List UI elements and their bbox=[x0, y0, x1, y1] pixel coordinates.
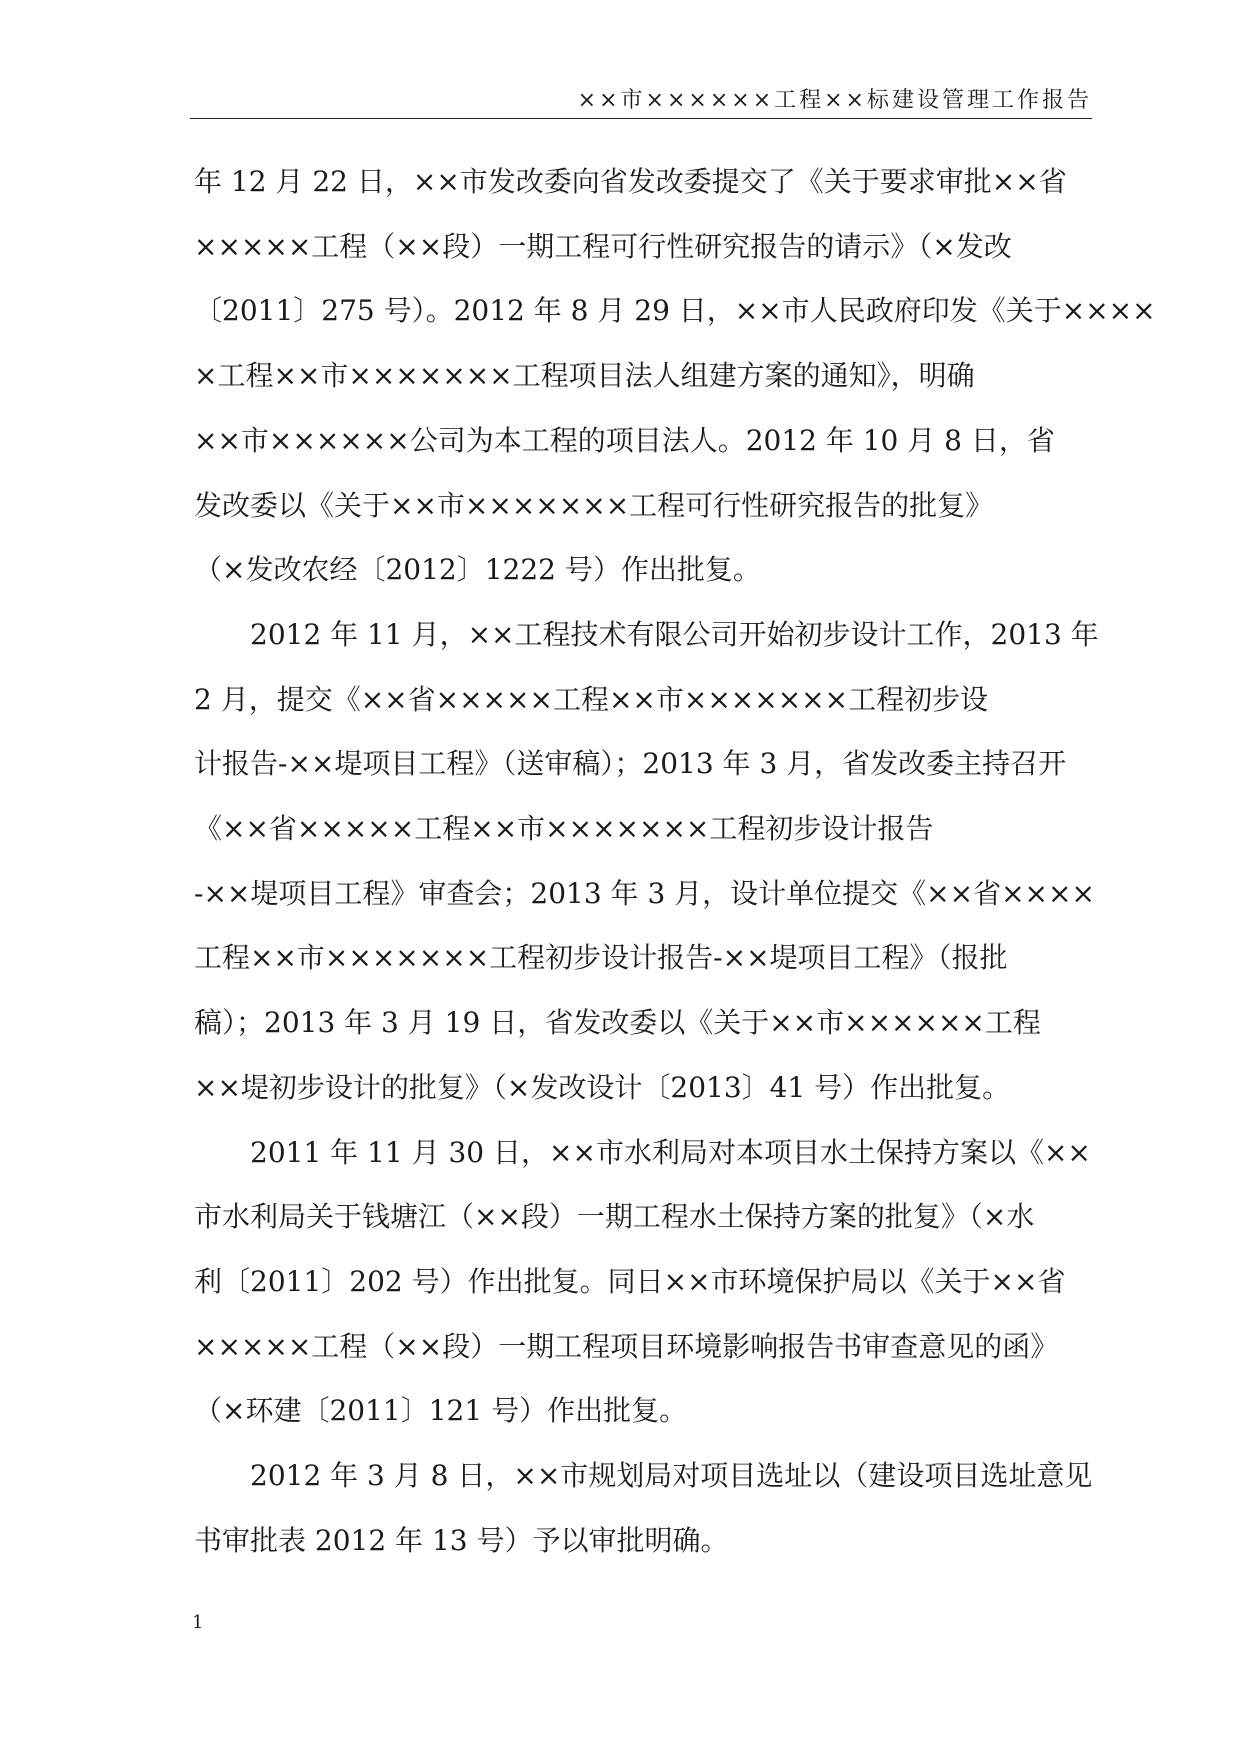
body-line: 工程××市×××××××工程初步设计报告-××堤项目工程》（报批 bbox=[194, 941, 1008, 975]
body-line: 2012 年 11 月，××工程技术有限公司开始初步设计工作，2013 年 bbox=[250, 617, 1099, 651]
body-line: 2 月，提交《××省×××××工程××市×××××××工程初步设 bbox=[194, 682, 989, 716]
body-line: 利〔2011〕202 号）作出批复。同日××市环境保护局以《关于××省 bbox=[194, 1264, 1066, 1298]
body-line: ××堤初步设计的批复》（×发改设计〔2013〕41 号）作出批复。 bbox=[194, 1070, 1011, 1104]
body-line: 计报告-××堤项目工程》（送审稿）；2013 年 3 月，省发改委主持召开 bbox=[194, 747, 1067, 781]
body-line: 市水利局关于钱塘江（××段）一期工程水土保持方案的批复》（×水 bbox=[194, 1200, 1035, 1234]
body-line: ××市××××××公司为本工程的项目法人。2012 年 10 月 8 日，省 bbox=[194, 423, 1055, 457]
running-header-title: ××市××××××工程××标建设管理工作报告 bbox=[577, 88, 1092, 113]
body-line: 2012 年 3 月 8 日，××市规划局对项目选址以（建设项目选址意见 bbox=[250, 1459, 1093, 1493]
body-line: 《××省×××××工程××市×××××××工程初步设计报告 bbox=[194, 812, 934, 846]
running-header bbox=[190, 84, 1092, 119]
body-line: -××堤项目工程》审查会；2013 年 3 月，设计单位提交《××省×××× bbox=[194, 876, 1095, 910]
body-line: 发改委以《关于××市×××××××工程可行性研究报告的批复》 bbox=[194, 488, 994, 522]
body-line: （×发改农经〔2012〕1222 号）作出批复。 bbox=[194, 553, 761, 587]
body-line: ×××××工程（××段）一期工程项目环境影响报告书审查意见的函》 bbox=[194, 1329, 1059, 1363]
body-line: 〔2011〕275 号）。2012 年 8 月 29 日，××市人民政府印发《关于×××× bbox=[194, 294, 1156, 328]
report-body bbox=[194, 150, 1156, 1573]
body-line: 年 12 月 22 日，××市发改委向省发改委提交了《关于要求审批××省 bbox=[194, 165, 1067, 198]
page-number: 1 bbox=[192, 1612, 204, 1633]
body-line: （×环建〔2011〕121 号）作出批复。 bbox=[194, 1394, 688, 1428]
body-line: ×工程××市×××××××工程项目法人组建方案的通知》，明确 bbox=[194, 359, 975, 393]
body-line: 稿）；2013 年 3 月 19 日，省发改委以《关于××市××××××工程 bbox=[194, 1006, 1041, 1040]
body-line: 书审批表 2012 年 13 号）予以审批明确。 bbox=[194, 1523, 729, 1557]
body-line: 2011 年 11 月 30 日，××市水利局对本项目水土保持方案以《×× bbox=[250, 1135, 1091, 1169]
body-line: ×××××工程（××段）一期工程可行性研究报告的请示》（×发改 bbox=[194, 229, 1012, 263]
